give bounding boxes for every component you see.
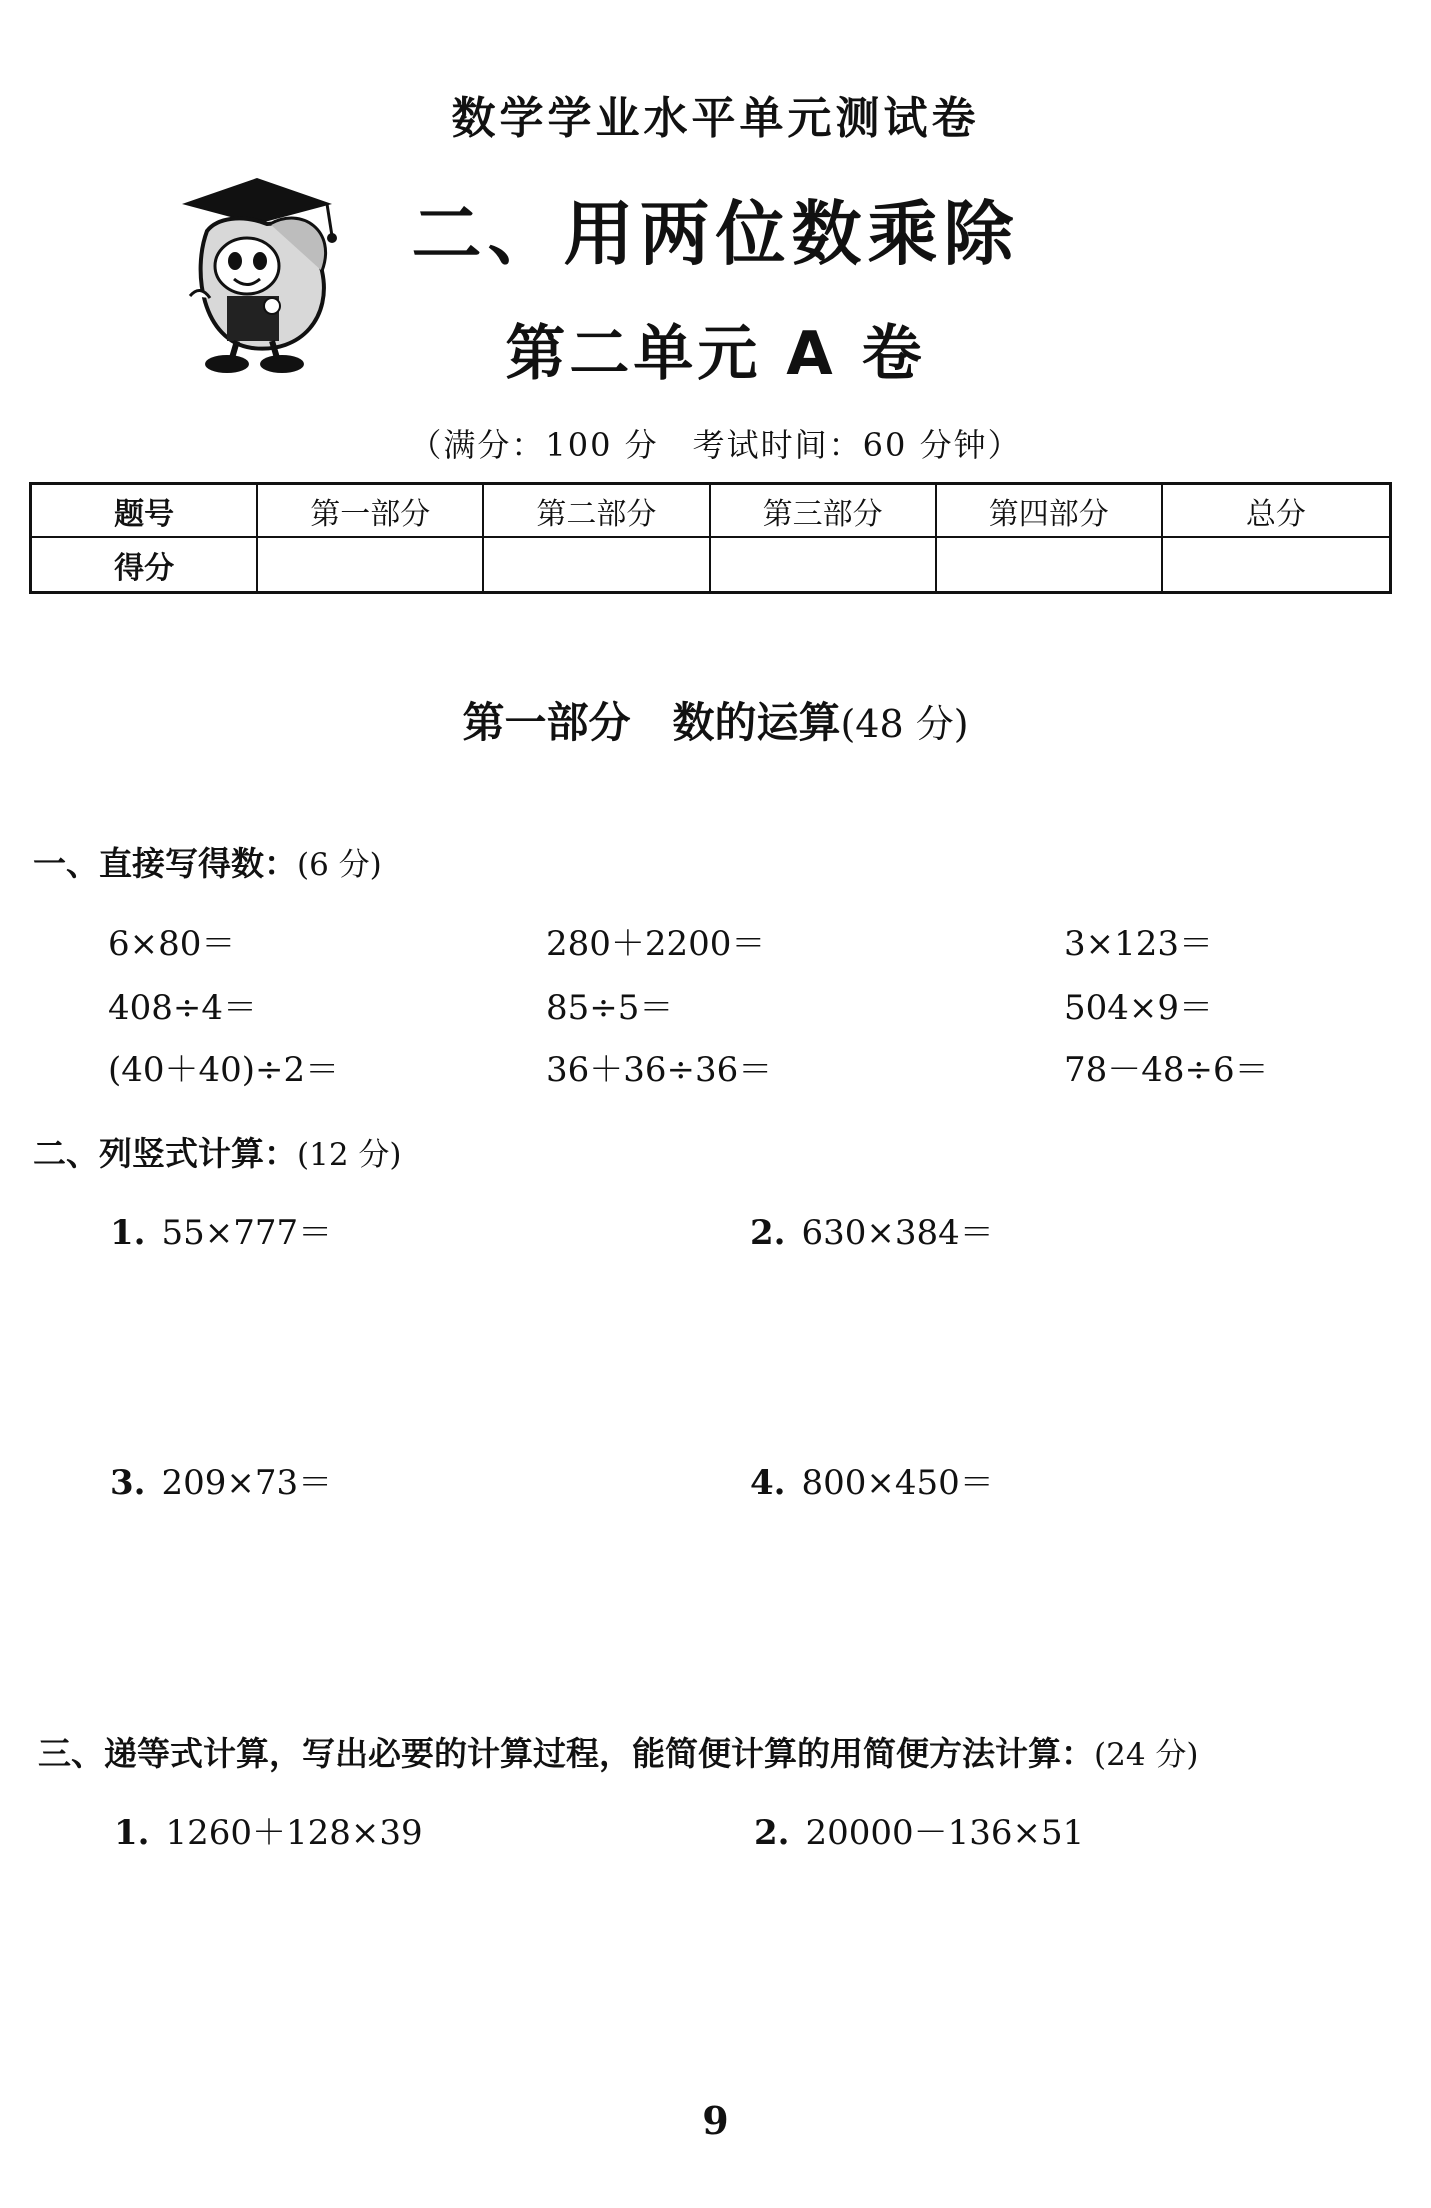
score-table — [29, 482, 1392, 594]
question-2-title — [33, 1128, 402, 1175]
exam-meta: （满分：100 分 考试时间：60 分钟） — [409, 426, 1022, 464]
question-points: (24 分) — [1094, 1737, 1199, 1773]
oral-calc-item: 36＋36÷36＝ — [546, 1050, 773, 1090]
section-score: (48 分) — [840, 702, 969, 746]
step-calc-item — [754, 1805, 1084, 1854]
section-title: 第一部分 数的运算 — [462, 698, 841, 747]
unit-title: 二、用两位数乘除 — [411, 193, 1020, 275]
score-cell[interactable] — [258, 538, 484, 591]
question-points: (12 分) — [297, 1137, 402, 1173]
table-header-cell: 题号 — [32, 485, 258, 538]
series-title: 数学学业水平单元测试卷 — [451, 93, 980, 144]
score-cell[interactable] — [1163, 538, 1389, 591]
score-row-label: 得分 — [32, 538, 258, 591]
vertical-calc-item — [750, 1205, 994, 1254]
oral-calc-item: 3×123＝ — [1064, 924, 1214, 964]
table-header-cell: 总分 — [1163, 485, 1389, 538]
page-number: 9 — [702, 2098, 729, 2143]
item-expression: 20000－136×51 — [805, 1813, 1085, 1853]
table-header-cell: 第二部分 — [484, 485, 710, 538]
item-expression: 55×777＝ — [161, 1213, 333, 1253]
item-expression: 1260＋128×39 — [165, 1813, 423, 1853]
oral-calc-item: 85÷5＝ — [546, 988, 674, 1028]
question-3-title — [38, 1728, 1199, 1775]
step-calc-item — [114, 1805, 423, 1854]
item-expression: 209×73＝ — [161, 1463, 333, 1503]
score-cell[interactable] — [937, 538, 1163, 591]
question-title-text: 二、列竖式计算： — [33, 1134, 297, 1173]
item-number: 2. — [754, 1813, 790, 1853]
item-number: 3. — [110, 1463, 146, 1503]
question-points: (6 分) — [297, 847, 382, 883]
oral-calc-item: (40＋40)÷2＝ — [108, 1050, 340, 1090]
table-header-cell: 第一部分 — [258, 485, 484, 538]
oral-calc-item: 6×80＝ — [108, 924, 236, 964]
oral-calc-item: 78－48÷6＝ — [1064, 1050, 1269, 1090]
section-heading — [0, 690, 1431, 750]
item-number: 1. — [114, 1813, 150, 1853]
table-header-cell: 第四部分 — [937, 485, 1163, 538]
table-header-cell: 第三部分 — [711, 485, 937, 538]
item-number: 2. — [750, 1213, 786, 1253]
paper-title: 第二单元 A 卷 — [505, 319, 926, 389]
score-cell[interactable] — [484, 538, 710, 591]
oral-calc-item: 280＋2200＝ — [546, 924, 766, 964]
vertical-calc-item — [110, 1205, 332, 1254]
question-1-title — [33, 838, 382, 885]
question-title-text: 一、直接写得数： — [33, 844, 297, 883]
oral-calc-item: 504×9＝ — [1064, 988, 1214, 1028]
vertical-calc-item — [750, 1455, 994, 1504]
oral-calc-item: 408÷4＝ — [108, 988, 258, 1028]
item-number: 4. — [750, 1463, 786, 1503]
question-title-text: 三、递等式计算，写出必要的计算过程，能简便计算的用简便方法计算： — [38, 1734, 1094, 1773]
item-expression: 630×384＝ — [801, 1213, 994, 1253]
vertical-calc-item — [110, 1455, 332, 1504]
item-number: 1. — [110, 1213, 146, 1253]
score-cell[interactable] — [711, 538, 937, 591]
item-expression: 800×450＝ — [801, 1463, 994, 1503]
